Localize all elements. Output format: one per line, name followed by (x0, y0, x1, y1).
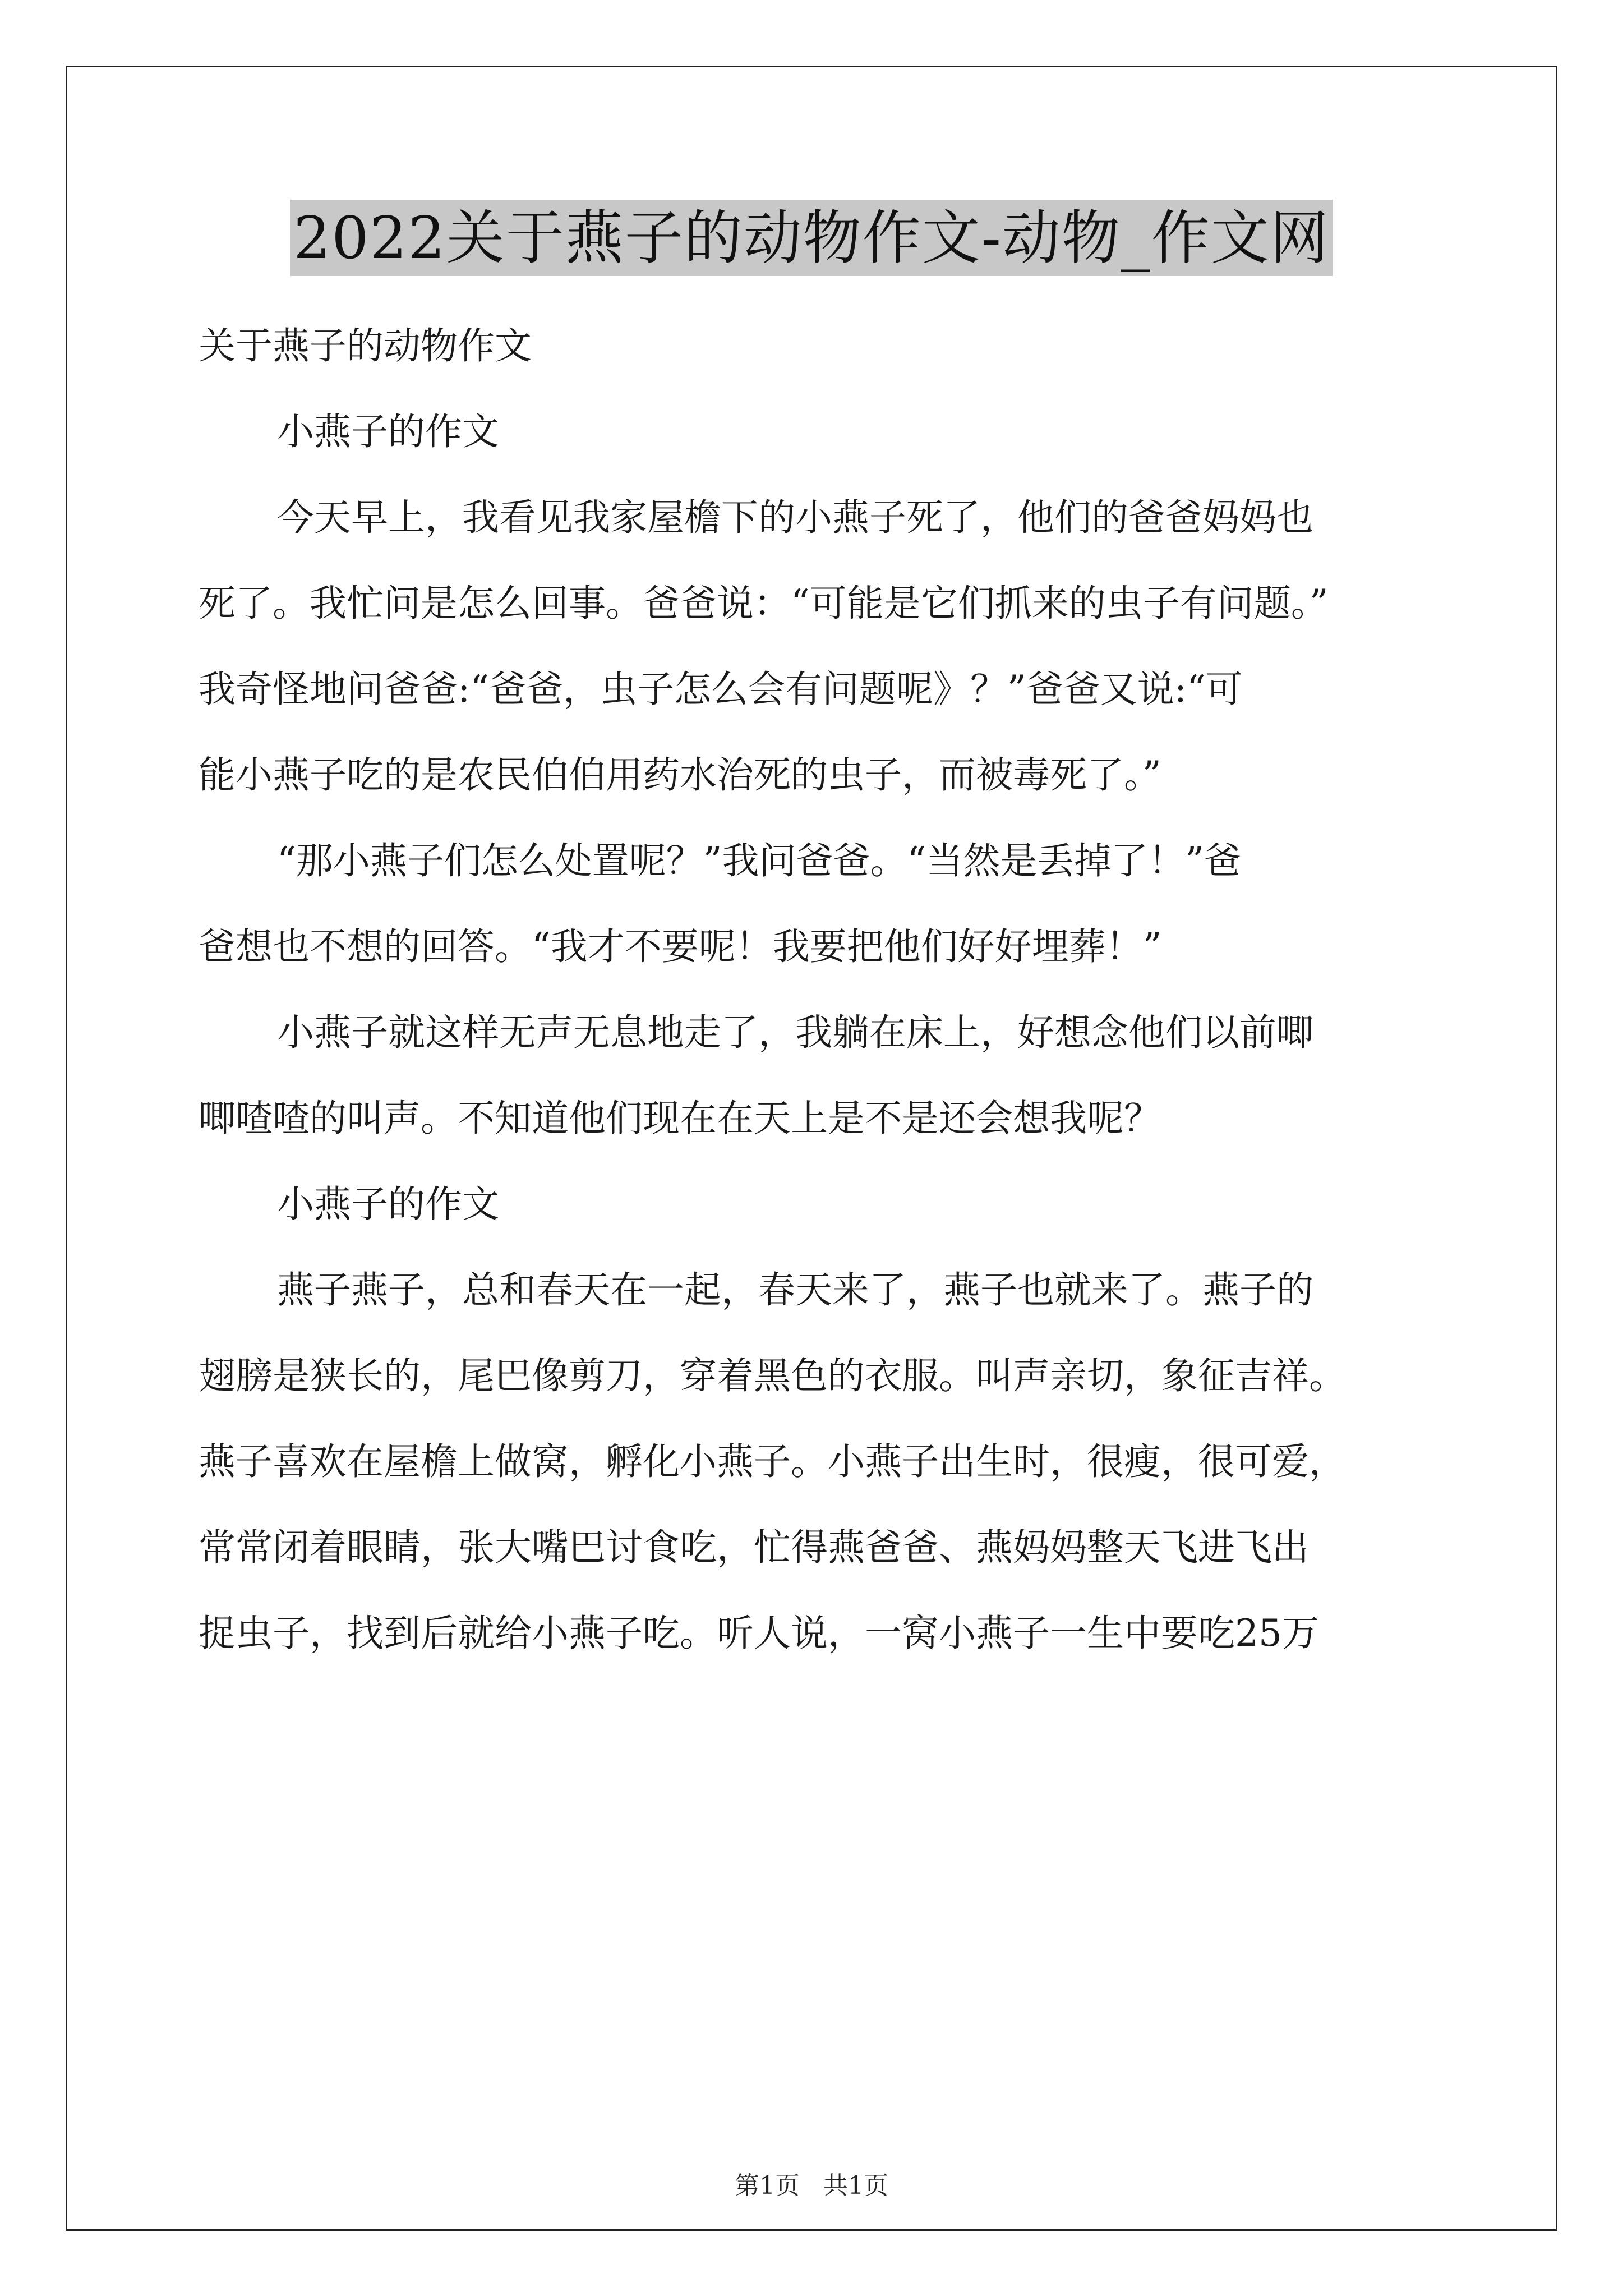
text-line: 燕子燕子，总和春天在一起，春天来了，燕子也就来了。燕子的 (277, 1268, 1313, 1312)
text-line: 小燕子的作文 (277, 410, 499, 453)
text-line: 燕子喜欢在屋檐上做窝，孵化小燕子。小燕子出生时，很瘦，很可爱， (199, 1440, 1346, 1483)
text-line: 关于燕子的动物作文 (199, 324, 532, 367)
text-line: 唧喳喳的叫声。不知道他们现在在天上是不是还会想我呢？ (199, 1097, 1161, 1140)
document-title: 2022关于燕子的动物作文-动物_作文网 (290, 200, 1333, 276)
text-line: 翅膀是狭长的，尾巴像剪刀，穿着黑色的衣服。叫声亲切，象征吉祥。 (199, 1354, 1346, 1397)
page-total: 共1页 (823, 2171, 888, 2200)
text-line: 小燕子就这样无声无息地走了，我躺在床上，好想念他们以前唧 (277, 1011, 1313, 1054)
text-line: 捉虫子，找到后就给小燕子吃。听人说，一窝小燕子一生中要吃25万 (199, 1612, 1319, 1655)
text-line: “那小燕子们怎么处置呢？”我问爸爸。“当然是丢掉了！”爸 (277, 839, 1241, 882)
document-body (199, 303, 1432, 1676)
text-line: 能小燕子吃的是农民伯伯用药水治死的虫子，而被毒死了。” (199, 753, 1161, 797)
page-number: 第1页 (735, 2171, 800, 2200)
text-line: 我奇怪地问爸爸:“爸爸，虫子怎么会有问题呢》？”爸爸又说:“可 (199, 668, 1243, 711)
text-line: 常常闭着眼睛，张大嘴巴讨食吃，忙得燕爸爸、燕妈妈整天飞进飞出 (199, 1526, 1309, 1569)
text-line: 小燕子的作文 (277, 1182, 499, 1226)
text-line: 今天早上，我看见我家屋檐下的小燕子死了，他们的爸爸妈妈也 (277, 496, 1313, 539)
page-footer (0, 2165, 1623, 2201)
title-container (0, 200, 1623, 276)
text-line: 死了。我忙问是怎么回事。爸爸说：“可能是它们抓来的虫子有问题。” (199, 582, 1329, 625)
text-line: 爸想也不想的回答。“我才不要呢！我要把他们好好埋葬！” (199, 925, 1162, 968)
